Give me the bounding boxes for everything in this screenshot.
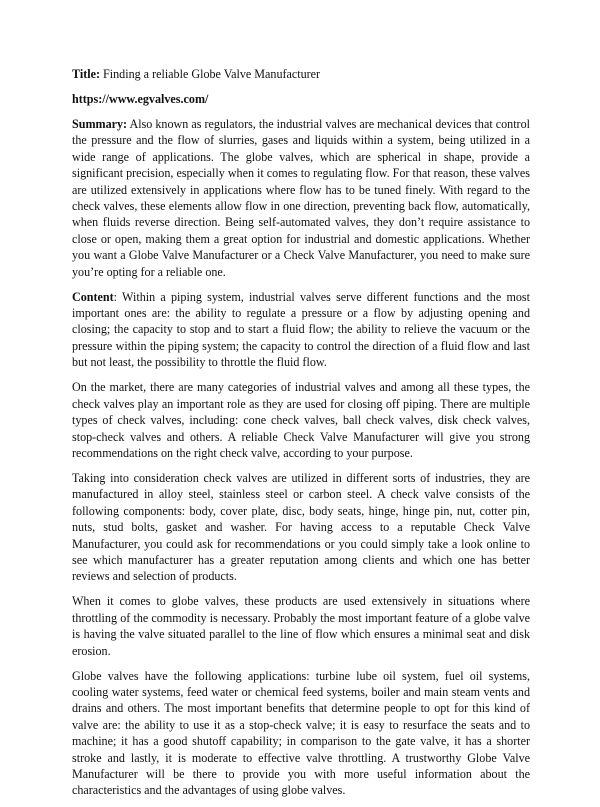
content-paragraph (72, 289, 530, 371)
content-label: Content (72, 289, 114, 304)
body-paragraph-check-valve-types: On the market, there are many categories of industrial valves and among all these types, the check valves play an important role as they are used for closing off piping. There are multiple types of check valves, including: cone check valves, ball check valves, disk check valves, stop-check valves and others. A reliable Check Valve Manufacturer will give you strong recommendations on the right check valve, according to your purpose. (72, 380, 530, 460)
title-label: Title: (72, 67, 100, 81)
title-line (72, 66, 530, 82)
website-url: https://www.egvalves.com/ (72, 92, 209, 106)
url-line (72, 91, 530, 107)
body-paragraph-globe-valve-applications: Globe valves have the following applications: turbine lube oil system, fuel oil systems, cooling water systems, feed water or chemical feed systems, boiler and main steam vents and drains and others. The most important benefits that determine people to opt for this kind of valve are: the ability to use it as a stop-check valve; it is easy to resurface the seats and to machine; it has a good shutoff capability; in comparison to the gate valve, it has a shorter stroke and lastly, it is moderate to effective valve throttling. A trustworthy Globe Valve Manufacturer will be there to provide you with more useful information about the characteristics and the advantages of using globe valves. (72, 668, 530, 798)
body-paragraph-globe-valve-usage: When it comes to globe valves, these products are used extensively in situations where throttling of the commodity is necessary. Probably the most important feature of a globe valve is having the valve situated parallel to the line of flow which ensures a minimal seat and disk erosion. (72, 594, 530, 658)
summary-label: Summary: (72, 117, 128, 131)
summary-paragraph (72, 116, 530, 280)
title-text: Finding a reliable Globe Valve Manufacturer (100, 67, 321, 81)
content-text: : Within a piping system, industrial valves serve different functions and the most important ones are: the ability to regulate a pressure or a flow by adjusting opening and closing; the capacity to stop and to start a fluid flow; the ability to relieve the vacuum or the pressure within the piping system; the capacity to control the direction of a fluid flow and last but not least, the possibility to throttle the fluid flow. (72, 289, 530, 370)
body-paragraph-check-valve-materials: Taking into consideration check valves are utilized in different sorts of industries, they are manufactured in alloy steel, stainless steel or carbon steel. A check valve consists of the following components: body, cover plate, disc, body seats, hinge, hinge pin, nut, cotter pin, nuts, stud bolts, gasket and washer. For having access to a reputable Check Valve Manufacturer, you could ask for recommendations or you could simply take a look online to see which manufacturer has a greater reputation among clients and which one has better reviews and selection of products. (72, 470, 530, 584)
summary-text: Also known as regulators, the industrial valves are mechanical devices that control the pressure and the flow of slurries, gases and liquids within a system, being utilized in a wide range of applications. The globe valves, which are spherical in shape, provide a significant precision, especially when it comes to regulating flow. For that reason, these valves are utilized extensively in applications where flow has to be tuned finely. With regard to the check valves, these elements allow flow in one direction, preventing back flow, automatically, when fluids reverse direction. Being self-automated valves, they don’t require assistance to close or open, making them a great option for industrial and domestic applications. Whether you want a Globe Valve Manufacturer or a Check Valve Manufacturer, you need to make sure you’re opting for a reliable one. (72, 117, 530, 279)
document-body (72, 66, 530, 807)
